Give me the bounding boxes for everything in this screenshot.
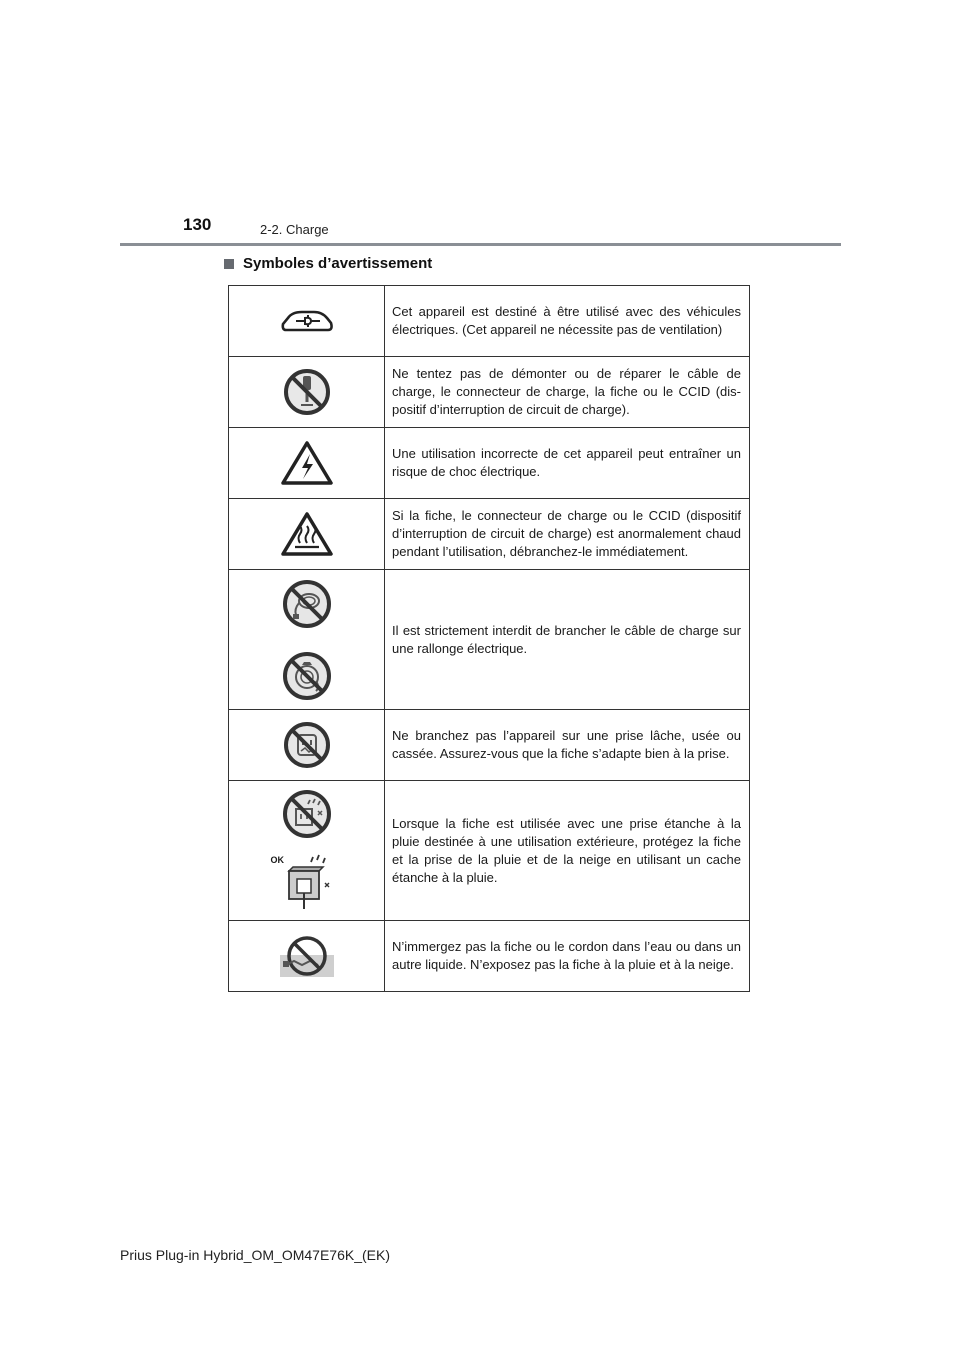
icon-cell: [229, 781, 385, 921]
table-row: [229, 921, 750, 992]
no-screwdriver-icon: [283, 368, 331, 416]
warning-text: Ne branchez pas l’appareil sur une prise lâche, usée ou cassée. Assurez-vous que la fiche s’adapte bien à la prise.: [385, 710, 750, 781]
table-row: [229, 710, 750, 781]
warning-symbols-table: [228, 285, 750, 992]
icon-cell: [229, 286, 385, 357]
footer-document-id: Prius Plug-in Hybrid_OM_OM47E76K_(EK): [120, 1247, 390, 1263]
subheading: [224, 255, 432, 272]
warning-text: N’immergez pas la fiche ou le cordon dans l’eau ou dans un autre liquide. N’exposez pas la fiche à la pluie et à la neige.: [385, 921, 750, 992]
ok-label: OK: [270, 854, 284, 865]
icon-cell: [229, 921, 385, 992]
table-row: [229, 499, 750, 570]
warning-text: Ne tentez pas de démonter ou de réparer le câble de charge, le connecteur de charge, la fiche ou le CCID (dis-positif d’interruption de circuit de charge).: [385, 357, 750, 428]
no-rain-outlet-icon: [282, 789, 332, 839]
no-immersion-icon: [280, 935, 334, 977]
warning-text: Cet appareil est destiné à être utilisé avec des véhicules électriques. (Cet appareil ne nécessite pas de ventilation): [385, 286, 750, 357]
warning-text: Lorsque la fiche est utilisée avec une prise étanche à la pluie destinée à une utilisation extérieure, protégez la fiche et la prise de la pluie et de la neige en utilisant un cache étanche à la pluie.: [385, 781, 750, 921]
icon-cell: [229, 357, 385, 428]
table-row: [229, 428, 750, 499]
no-extension-reel-icon: [282, 651, 332, 701]
warning-text: Si la fiche, le connecteur de charge ou le CCID (dispositif d’interruption de circuit de charge) est anormalement chaud pendant l’utilisation, débranchez-le immédiatement.: [385, 499, 750, 570]
icon-cell: [229, 570, 385, 710]
table-row: [229, 570, 750, 710]
subheading-text: Symboles d’avertissement: [243, 255, 433, 272]
ev-plug-car-icon: [280, 306, 334, 336]
icon-cell: [229, 428, 385, 499]
ok-covered-outlet-icon: [275, 849, 339, 913]
page-number: 130: [183, 215, 212, 234]
icon-cell: [229, 710, 385, 781]
table-row: [229, 357, 750, 428]
warning-text: Il est strictement interdit de brancher le câble de charge sur une rallonge électrique.: [385, 570, 750, 710]
section-label: 2-2. Charge: [260, 222, 329, 237]
icon-cell: [229, 499, 385, 570]
no-loose-outlet-icon: [283, 721, 331, 769]
bullet-square-icon: [224, 259, 234, 269]
electric-shock-warning-icon: [281, 440, 333, 486]
hot-surface-warning-icon: [281, 511, 333, 557]
table-row: [229, 781, 750, 921]
warning-text: Une utilisation incorrecte de cet appareil peut entraîner un risque de choc électrique.: [385, 428, 750, 499]
no-extension-cord-icon: [282, 579, 332, 629]
table-row: [229, 286, 750, 357]
ok-covered-outlet-group: [270, 849, 339, 913]
header-rule: [120, 243, 841, 246]
